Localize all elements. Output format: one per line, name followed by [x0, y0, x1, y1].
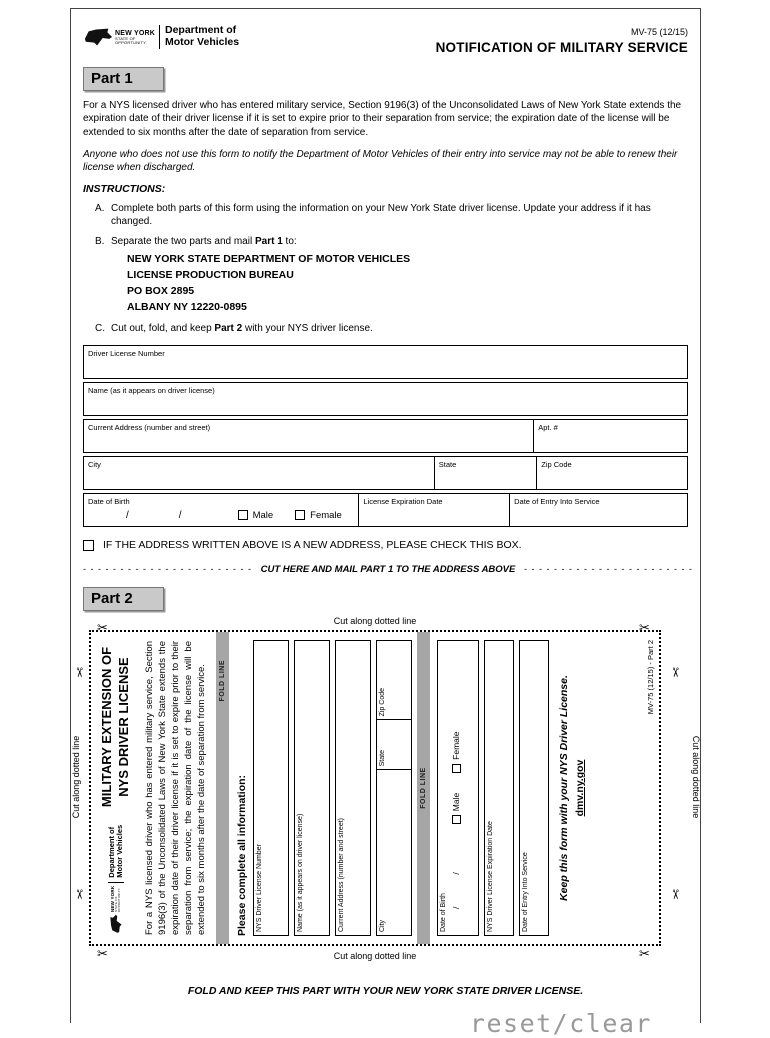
address-line: LICENSE PRODUCTION BUREAU — [127, 269, 294, 282]
fold-line-bar: FOLD LINE — [417, 632, 430, 944]
ny-state-icon — [83, 26, 113, 48]
field-current-address: Current Address (number and street) — [84, 420, 533, 452]
card-field-address[interactable]: Current Address (number and street) — [335, 640, 371, 936]
state-input[interactable] — [438, 470, 532, 487]
cut-label-left: Cut along dotted line — [71, 736, 81, 819]
card-header — [99, 642, 133, 934]
scissors-icon: ✂ — [667, 889, 683, 901]
scissors-icon: ✂ — [71, 667, 87, 679]
name-input[interactable] — [87, 396, 682, 413]
brand-text — [115, 30, 155, 45]
zip-input[interactable] — [540, 470, 682, 487]
license-expiration-input[interactable] — [362, 507, 504, 524]
instructions-label: INSTRUCTIONS: — [83, 183, 166, 196]
fold-keep-note: FOLD AND KEEP THIS PART WITH YOUR NEW YORK STATE DRIVER LICENSE. — [187, 985, 584, 998]
male-checkbox[interactable] — [238, 510, 248, 520]
new-address-checkbox[interactable] — [83, 540, 94, 551]
row-driver-license-number — [83, 345, 688, 379]
female-checkbox[interactable] — [295, 510, 305, 520]
scissors-icon: ✂ — [639, 946, 650, 962]
card-male-checkbox[interactable] — [452, 816, 461, 825]
card-field-entry[interactable]: Date of Entry Into Service — [519, 640, 549, 936]
scissors-icon: ✂ — [97, 946, 108, 962]
part2-card-outline — [89, 630, 661, 946]
card-form-ref: MV-75 (12/15) - Part 2 — [646, 640, 655, 715]
brand-opportunity: OPPORTUNITY. — [115, 39, 147, 45]
field-driver-license-number: Driver License Number — [84, 346, 687, 378]
dob-sex-line: / / Male Female — [126, 509, 342, 521]
current-address-input[interactable] — [87, 433, 528, 450]
department-name: Department of Motor Vehicles — [164, 24, 240, 48]
row-dob-sex-dates — [83, 493, 688, 527]
instruction-b: B. Separate the two parts and mail Part 1 to: — [95, 236, 297, 248]
cut-label-bottom: Cut along dotted line — [333, 951, 417, 962]
form-page — [70, 8, 701, 1038]
row-address — [83, 419, 688, 453]
cut-label-top: Cut along dotted line — [333, 616, 417, 627]
brand-stateof: STATE OF — [115, 35, 136, 41]
part2-heading: Part 2 — [83, 587, 164, 611]
scissors-icon: ✂ — [639, 620, 650, 636]
apt-input[interactable] — [537, 433, 682, 450]
card-paragraph: For a NYS licensed driver who has entered military service, Section 9196(3) of the Unconsolidated Laws of New York State extends the expiration date of their driver license if it is set to expire prior to their separation from service; the expiration date of the license will be extended to six months after the date of separation from service. — [143, 641, 208, 936]
card-nydmv-logo: NEW YORK STATE OF OPPORTUNITY. Department of Motor Vehicles — [108, 812, 125, 934]
scissors-icon: ✂ — [667, 667, 683, 679]
driver-license-number-input[interactable] — [87, 359, 682, 376]
instruction-c: C. Cut out, fold, and keep Part 2 with your NYS driver license. — [95, 323, 373, 335]
field-city: City — [84, 457, 434, 489]
address-line: ALBANY NY 12220-0895 — [127, 300, 247, 313]
field-date-of-birth: Date of Birth / / Male Female — [84, 494, 358, 526]
scissors-icon: ✂ — [71, 889, 87, 901]
scissors-icon: ✂ — [97, 620, 108, 636]
card-field-state[interactable]: State — [377, 721, 411, 771]
new-address-row — [83, 539, 688, 551]
field-zip: Zip Code — [536, 457, 687, 489]
nydmv-logo — [83, 25, 239, 49]
form-number: MV-75 (12/15) — [630, 27, 688, 37]
field-date-of-entry: Date of Entry Into Service — [509, 494, 687, 526]
card-field-city[interactable]: City — [379, 920, 387, 933]
card-female-checkbox[interactable] — [452, 764, 461, 773]
fold-line-bar: FOLD LINE — [216, 632, 229, 944]
cut-label-right: Cut along dotted line — [691, 736, 701, 819]
mailing-address — [127, 252, 688, 315]
field-name: Name (as it appears on driver license) — [84, 383, 687, 415]
instruction-a: A. Complete both parts of this form using the information on your New York State driver license. Update your address if it has changed. — [95, 203, 651, 228]
card-complete-info: Please complete all information: — [236, 775, 249, 937]
card-title: MILITARY EXTENSION OF NYS DRIVER LICENSE — [99, 647, 131, 808]
field-state: State — [434, 457, 537, 489]
part1-notice: Anyone who does not use this form to notify the Department of Motor Vehicles of their entry into service may not be able to renew their license when discharged. — [83, 148, 678, 174]
date-of-entry-input[interactable] — [513, 507, 682, 524]
logo-divider — [159, 25, 160, 49]
card-field-name[interactable]: Name (as it appears on driver license) — [294, 640, 330, 936]
new-address-note: IF THE ADDRESS WRITTEN ABOVE IS A NEW ADDRESS, PLEASE CHECK THIS BOX. — [103, 539, 522, 552]
logo-divider — [108, 882, 124, 883]
row-name — [83, 382, 688, 416]
card-field-dob[interactable]: Date of Birth / / Male Female — [437, 640, 479, 936]
card-field-expiration[interactable]: NYS Driver License Expiration Date — [484, 640, 514, 936]
address-line: NEW YORK STATE DEPARTMENT OF MOTOR VEHICLES — [127, 253, 411, 266]
part2-cut-area — [71, 616, 701, 972]
row-city-state-zip — [83, 456, 688, 490]
card-keep-note: Keep this form with your NYS Driver License. — [558, 675, 571, 902]
form-header — [83, 25, 688, 55]
part1-intro: For a NYS licensed driver who has entered military service, Section 9196(3) of the Unconsolidated Laws of New York State extends the expiration date of their driver license if it is set to expire prior to their separation from service; the expiration date of the license will be extended to six months after the date of separation from service. — [83, 100, 682, 138]
page-title: NOTIFICATION OF MILITARY SERVICE — [435, 40, 688, 55]
city-input[interactable] — [87, 470, 429, 487]
part2-card — [91, 632, 659, 944]
card-field-city-state-zip[interactable] — [376, 640, 412, 936]
brand-newyork: NEW YORK — [115, 29, 155, 37]
card-field-zip[interactable]: Zip Code — [377, 642, 411, 721]
address-line: PO BOX 2895 — [127, 284, 195, 297]
ny-state-icon — [109, 914, 123, 934]
card-website: dmv.ny.gov — [574, 760, 587, 817]
part1-fields — [83, 345, 688, 527]
cut-here-line: - - - - - - - - - - - - - - - - - - - - - - - CUT HERE AND MAIL PART 1 TO THE ADDRESS ABOVE - - - - - - - - - - - - - - - - - - - - - - - — [83, 564, 693, 576]
card-field-dln[interactable]: NYS Driver License Number — [253, 640, 289, 936]
reset-clear-button[interactable]: reset/clear — [469, 1009, 652, 1038]
header-right — [436, 25, 688, 55]
field-license-expiration: License Expiration Date — [358, 494, 509, 526]
field-apt: Apt. # — [533, 420, 687, 452]
part1-heading: Part 1 — [83, 67, 164, 91]
